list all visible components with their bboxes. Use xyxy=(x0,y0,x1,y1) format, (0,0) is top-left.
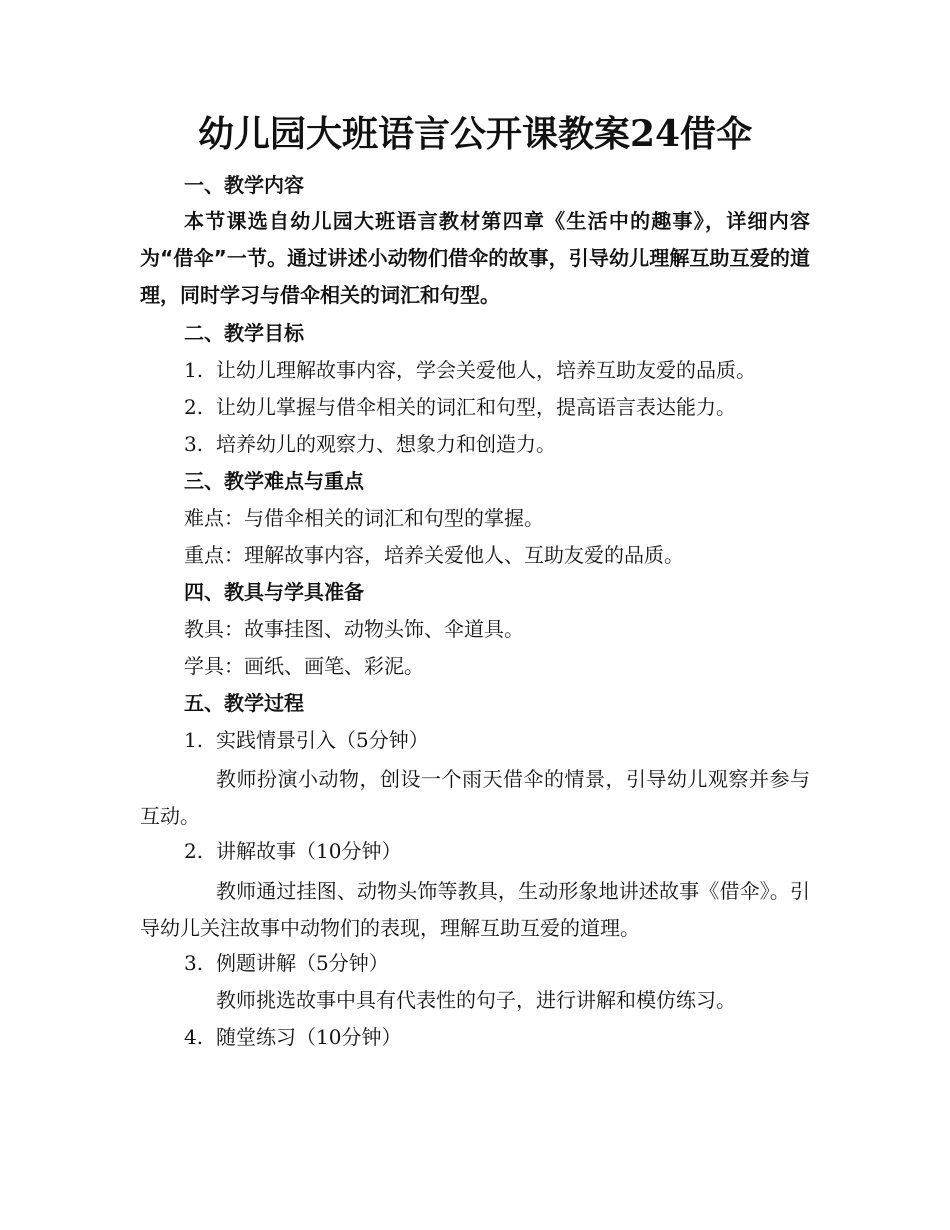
step-title-text: 随堂练习（10分钟） xyxy=(216,1025,402,1049)
teaching-aids-line: 教具：故事挂图、动物头饰、伞道具。 xyxy=(184,617,524,641)
step-title-text: 实践情景引入（5分钟） xyxy=(216,728,429,752)
step-title xyxy=(184,1022,401,1052)
step-title-text: 讲解故事（10分钟） xyxy=(216,839,402,863)
step-description: 教师挑选故事中具有代表性的句子，进行讲解和模仿练习。 xyxy=(216,988,736,1012)
step-number: 4. xyxy=(184,1025,204,1049)
goal-text: 让幼儿理解故事内容，学会关爱他人，培养互助友爱的品质。 xyxy=(216,358,756,382)
goal-text: 培养幼儿的观察力、想象力和创造力。 xyxy=(216,432,556,456)
difficulty-line: 难点：与借伞相关的词汇和句型的掌握。 xyxy=(184,506,544,530)
step-title xyxy=(184,725,429,755)
section-heading-materials: 四、教具与学具准备 xyxy=(184,580,364,604)
step-number: 3. xyxy=(184,951,204,975)
step-title xyxy=(184,836,401,866)
step-title xyxy=(184,948,389,978)
learning-tools-line: 学具：画纸、画笔、彩泥。 xyxy=(184,654,424,678)
content-paragraph: 本节课选自幼儿园大班语言教材第四章《生活中的趣事》，详细内容为“借伞”一节。通过讲述小动物们借伞的故事，引导幼儿理解互助互爱的道理，同时学习与借伞相关的词汇和句型。 xyxy=(140,209,810,307)
step-number: 2. xyxy=(184,839,204,863)
section-heading-goals: 二、教学目标 xyxy=(184,321,304,345)
document-title: 幼儿园大班语言公开课教案24借伞 xyxy=(197,113,753,155)
step-number: 1. xyxy=(184,728,204,752)
goal-item xyxy=(184,429,556,459)
key-point-line: 重点：理解故事内容，培养关爱他人、互助友爱的品质。 xyxy=(184,543,684,567)
section-heading-difficulties: 三、教学难点与重点 xyxy=(184,469,364,493)
step-title-text: 例题讲解（5分钟） xyxy=(216,951,389,975)
goal-item xyxy=(184,392,736,422)
goal-item xyxy=(184,355,756,385)
section-heading-content: 一、教学内容 xyxy=(184,173,304,197)
step-description: 教师通过挂图、动物头饰等教具，生动形象地讲述故事《借伞》。引导幼儿关注故事中动物们的表现，理解互助互爱的道理。 xyxy=(140,879,810,940)
goal-number: 1. xyxy=(184,358,204,382)
step-description: 教师扮演小动物，创设一个雨天借伞的情景，引导幼儿观察并参与互动。 xyxy=(140,767,810,828)
goal-number: 2. xyxy=(184,395,204,419)
goal-number: 3. xyxy=(184,432,204,456)
section-heading-process: 五、教学过程 xyxy=(184,691,304,715)
goal-text: 让幼儿掌握与借伞相关的词汇和句型，提高语言表达能力。 xyxy=(216,395,736,419)
